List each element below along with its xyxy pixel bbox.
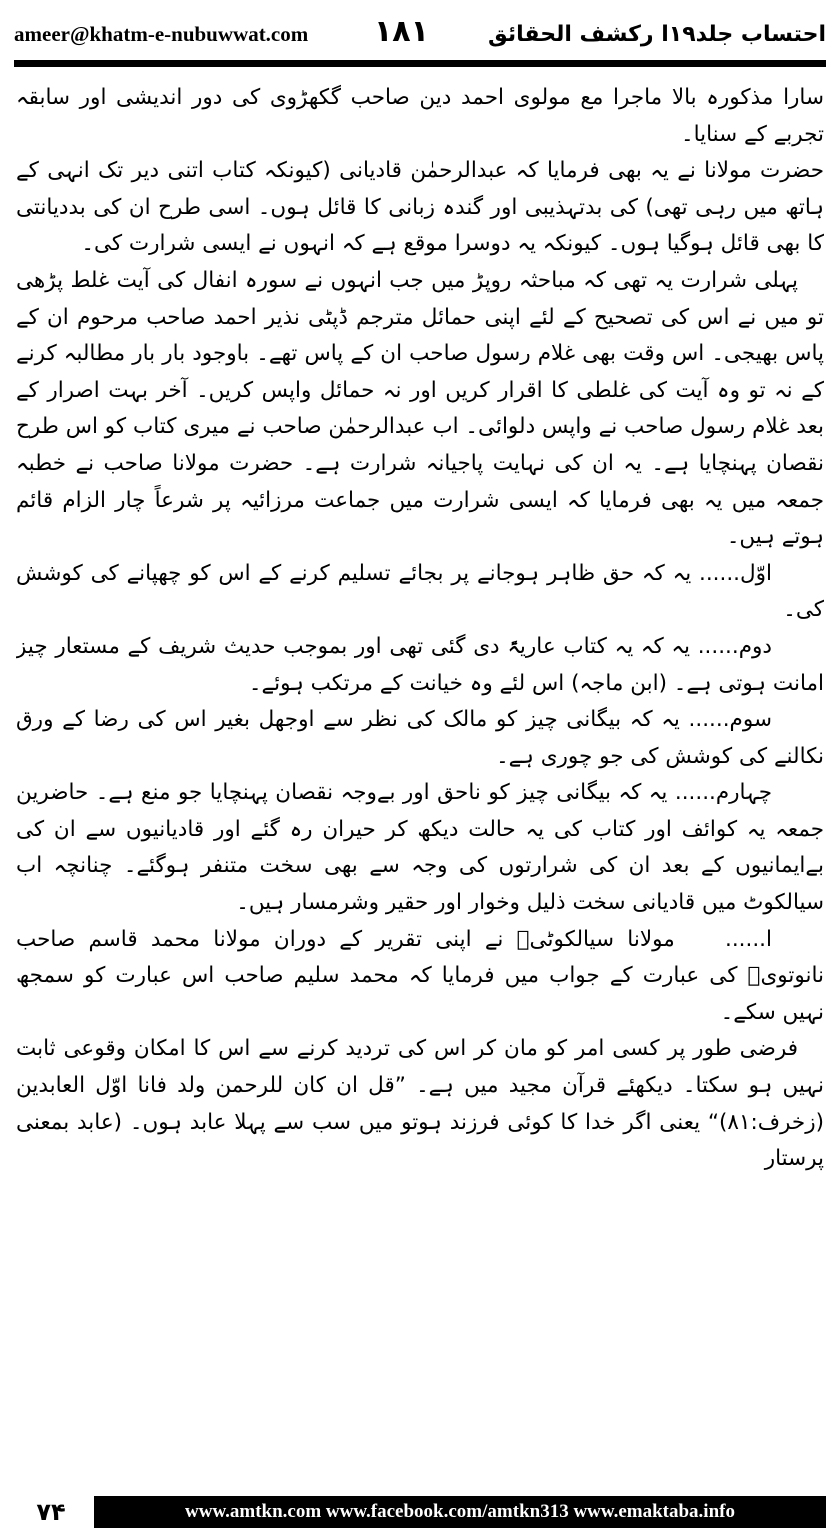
footer-links: www.amtkn.com www.facebook.com/amtkn313 www.emaktaba.info (94, 1496, 826, 1528)
page-footer (14, 1494, 826, 1530)
item-label-3: سوم...... (688, 707, 772, 733)
header-page-number: ۱۸۱ (374, 14, 429, 49)
item-label-1: اوّل...... (699, 560, 772, 586)
paragraph-last: فرضی طور پر کسی امر کو مان کر اس کی تردید کرنے سے اس کا امکان وقوعی ثابت نہیں ہو سکتا۔ دیکھئے قرآن مجید میں ہے۔ ”قل ان کان للرحمن ولد فانا اوّل العابدین (زخرف:۸۱)“ یعنی اگر خدا کا کوئی فرزند ہوتو میں سب سے پہلا عابد ہوں۔ (عابد بمعنی پرستار (16, 1036, 824, 1172)
list-item (16, 556, 824, 629)
list-item (16, 629, 824, 702)
list-item (16, 702, 824, 775)
page-header (14, 14, 826, 54)
page-body (16, 80, 824, 1485)
header-email: ameer@khatm-e-nubuwwat.com (14, 21, 309, 46)
footnote (16, 922, 824, 1032)
footnote-label: ا...... (725, 926, 772, 952)
footnote-text: مولانا سیالکوٹیؒ نے اپنی تقریر کے دوران مولانا محمد قاسم صاحب نانوتویؒ کی عبارت کے جواب میں فرمایا کہ محمد سلیم صاحب اس عبارت کو سمجھ نہیں سکے۔ (16, 926, 824, 1025)
item-label-4: چہارم...... (674, 780, 772, 806)
paragraph-1: سارا مذکورہ بالا ماجرا مع مولوی احمد دین صاحب گکھڑوی کی دور اندیشی اور سابقہ تجربے کے سنایا۔ (16, 85, 824, 147)
list-item (16, 775, 824, 921)
header-rule (14, 60, 826, 67)
item-text-2: یہ کہ یہ کتاب عاریۃً دی گئی تھی اور بموجب حدیث شریف کے مستعار چیز امانت ہوتی ہے۔ (ابن ماجہ) اس لئے وہ خیانت کے مرتکب ہوئے۔ (16, 633, 824, 696)
item-text-3: یہ کہ بیگانی چیز کو مالک کی نظر سے اوجھل بغیر اس کی رضا کے ورق نکالنے کی کوشش کی جو چوری ہے۔ (16, 707, 824, 769)
paragraph-2: حضرت مولانا نے یہ بھی فرمایا کہ عبدالرحمٰن قادیانی (کیونکہ کتاب اتنی دیر تک انہی کے ہاتھ میں رہی تھی) کی بدتہذیبی اور گندہ زبانی کا قائل ہوں۔ اسی طرح ان کی بددیانتی کا بھی قائل ہوگیا ہوں۔ کیونکہ یہ دوسرا موقع ہے کہ انہوں نے ایسی شرارت کی۔ (16, 158, 824, 257)
item-text-1: یہ کہ حق ظاہر ہوجانے پر بجائے تسلیم کرنے کے اس کو چھپانے کی کوشش کی۔ (16, 560, 824, 623)
item-text-4: یہ کہ بیگانی چیز کو ناحق اور بےوجہ نقصان پہنچایا جو منع ہے۔ حاضرین جمعہ یہ کوائف اور کتاب کی یہ حالت دیکھ کر حیران رہ گئے اور قادیانیوں سے ان کی بےایمانیوں کے بعد ان کی شرارتوں کی وجہ سے بھی سخت متنفر ہوگئے۔ چنانچہ اب سیالکوٹ میں قادیانی سخت ذلیل وخوار اور حقیر وشرمسار ہیں۔ (16, 780, 824, 916)
footer-page-number: ۷۴ (36, 1498, 66, 1526)
item-label-2: دوم...... (697, 633, 772, 659)
paragraph-3: پہلی شرارت یہ تھی کہ مباحثہ روپڑ میں جب انہوں نے سورہ انفال کی آیت غلط پڑھی تو میں نے اس کی تصحیح کے لئے اپنی حمائل مترجم ڈپٹی نذیر احمد صاحب مرحوم ان کے پاس بھیجی۔ اس وقت بھی غلام رسول صاحب ان کے پاس تھے۔ باوجود بار بار مطالبہ کرنے کے نہ تو وہ آیت کی غلطی کا اقرار کریں اور نہ حمائل واپس کریں۔ آخر بہت اصرار کے بعد غلام رسول صاحب نے واپس دلوائی۔ اب عبدالرحمٰن صاحب نے میری کتاب کو اس طرح نقصان پہنچایا ہے۔ یہ ان کی نہایت پاجیانہ شرارت ہے۔ حضرت مولانا صاحب نے خطبہ جمعہ میں یہ بھی فرمایا کہ ایسی شرارت میں جماعت مرزائیہ پر شرعاً چار الزام قائم ہوتے ہیں۔ (16, 267, 824, 550)
header-book-title: احتساب جلد۱۹ا رکشف الحقائق (488, 21, 826, 47)
